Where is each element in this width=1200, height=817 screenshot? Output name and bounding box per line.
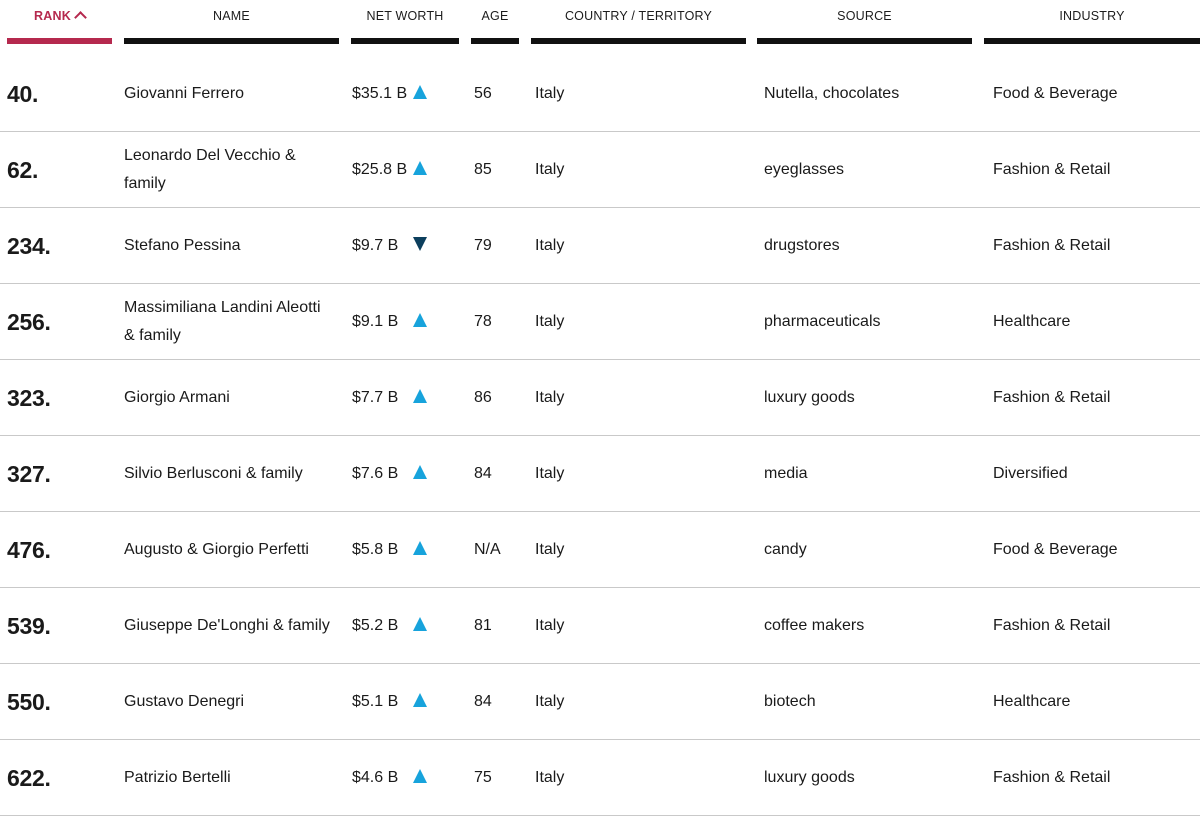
country-cell: Italy	[535, 540, 565, 558]
industry-cell: Healthcare	[993, 692, 1071, 710]
net-worth-value: $5.2 B	[352, 616, 399, 634]
table-header	[0, 0, 1200, 46]
name-cell: Stefano Pessina	[124, 236, 241, 254]
name-cell: Augusto & Giorgio Perfetti	[124, 540, 309, 558]
net-worth-cell	[352, 588, 464, 663]
name-cell: Patrizio Bertelli	[124, 768, 231, 786]
trend-up-arrow-icon	[413, 465, 427, 479]
source-header-label: SOURCE	[837, 9, 892, 23]
trend-up-arrow-icon	[413, 541, 427, 555]
age-cell: N/A	[474, 540, 501, 558]
net-worth-cell	[352, 56, 464, 131]
trend-up-arrow-icon	[413, 617, 427, 631]
table-row[interactable]	[0, 740, 1200, 816]
age-cell: 75	[474, 768, 492, 786]
industry-cell: Food & Beverage	[993, 540, 1118, 558]
net-worth-cell	[352, 360, 464, 435]
country-cell: Italy	[535, 692, 565, 710]
industry-cell: Healthcare	[993, 312, 1071, 330]
net-worth-cell	[352, 664, 464, 739]
source-cell: coffee makers	[764, 616, 865, 634]
net-worth-column-header[interactable]	[351, 0, 459, 44]
name-column-header[interactable]	[124, 0, 339, 44]
net-worth-value: $7.6 B	[352, 464, 399, 482]
country-cell: Italy	[535, 236, 565, 254]
trend-up-arrow-icon	[413, 313, 427, 327]
net-worth-value: $5.8 B	[352, 540, 399, 558]
source-cell: eyeglasses	[764, 160, 845, 178]
net-worth-cell	[352, 512, 464, 587]
rank-cell: 550.	[7, 688, 51, 715]
trend-up-arrow-icon	[413, 389, 427, 403]
trend-up-arrow-icon	[413, 693, 427, 707]
source-cell: media	[764, 464, 808, 482]
industry-header-label: INDUSTRY	[1059, 9, 1125, 23]
trend-up-arrow-icon	[413, 161, 427, 175]
rank-cell: 327.	[7, 460, 51, 487]
source-cell: luxury goods	[764, 388, 855, 406]
name-cell: Silvio Berlusconi & family	[124, 464, 303, 482]
net-worth-value: $9.7 B	[352, 236, 399, 254]
age-cell: 84	[474, 692, 492, 710]
age-cell: 84	[474, 464, 492, 482]
net-worth-value: $25.8 B	[352, 160, 408, 178]
country-column-header[interactable]	[531, 0, 746, 44]
source-cell: pharmaceuticals	[764, 312, 881, 330]
age-header-label: AGE	[481, 9, 509, 23]
net-worth-value: $4.6 B	[352, 768, 399, 786]
rank-cell: 476.	[7, 536, 51, 563]
net-worth-cell	[352, 740, 464, 815]
trend-down-arrow-icon	[413, 237, 427, 251]
table-row[interactable]	[0, 436, 1200, 512]
industry-cell: Fashion & Retail	[993, 616, 1111, 634]
net-worth-cell	[352, 132, 464, 207]
net-worth-cell	[352, 208, 464, 283]
net-worth-cell	[352, 284, 464, 359]
net-worth-value: $7.7 B	[352, 388, 399, 406]
rank-cell: 62.	[7, 156, 39, 183]
table-row[interactable]	[0, 588, 1200, 664]
source-cell: candy	[764, 540, 807, 558]
age-cell: 86	[474, 388, 492, 406]
country-cell: Italy	[535, 160, 565, 178]
source-cell: luxury goods	[764, 768, 855, 786]
country-cell: Italy	[535, 616, 565, 634]
age-cell: 79	[474, 236, 492, 254]
trend-up-arrow-icon	[413, 85, 427, 99]
name-cell: Giuseppe De'Longhi & family	[124, 616, 330, 634]
name-cell: Leonardo Del Vecchio & family	[124, 146, 296, 192]
trend-up-arrow-icon	[413, 769, 427, 783]
industry-cell: Fashion & Retail	[993, 160, 1111, 178]
table-row[interactable]	[0, 208, 1200, 284]
net-worth-value: $9.1 B	[352, 312, 399, 330]
net-worth-header-label: NET WORTH	[366, 9, 444, 23]
age-cell: 56	[474, 84, 492, 102]
rank-column-header[interactable]	[7, 0, 112, 44]
table-row[interactable]	[0, 360, 1200, 436]
name-cell: Massimiliana Landini Aleotti & family	[124, 298, 321, 344]
table-row[interactable]	[0, 132, 1200, 208]
industry-cell: Fashion & Retail	[993, 768, 1111, 786]
table-row[interactable]	[0, 512, 1200, 588]
name-cell: Giorgio Armani	[124, 388, 230, 406]
net-worth-value: $35.1 B	[352, 84, 408, 102]
name-cell: Giovanni Ferrero	[124, 84, 245, 102]
rank-cell: 234.	[7, 232, 51, 259]
country-cell: Italy	[535, 388, 565, 406]
rank-cell: 539.	[7, 612, 51, 639]
rank-cell: 40.	[7, 80, 39, 107]
table-row[interactable]	[0, 284, 1200, 360]
industry-cell: Fashion & Retail	[993, 236, 1111, 254]
source-cell: Nutella, chocolates	[764, 84, 900, 102]
country-cell: Italy	[535, 768, 565, 786]
net-worth-cell	[352, 436, 464, 511]
industry-cell: Diversified	[993, 464, 1068, 482]
country-cell: Italy	[535, 84, 565, 102]
age-cell: 78	[474, 312, 492, 330]
source-column-header[interactable]	[757, 0, 972, 44]
rank-cell: 323.	[7, 384, 51, 411]
rank-cell: 622.	[7, 764, 51, 791]
rank-header-label: RANK	[34, 9, 71, 23]
industry-cell: Food & Beverage	[993, 84, 1118, 102]
rank-cell: 256.	[7, 308, 51, 335]
name-header-label: NAME	[213, 9, 250, 23]
table-row[interactable]	[0, 664, 1200, 740]
industry-cell: Fashion & Retail	[993, 388, 1111, 406]
age-cell: 81	[474, 616, 492, 634]
industry-column-header[interactable]	[984, 0, 1200, 44]
country-cell: Italy	[535, 464, 565, 482]
age-column-header[interactable]	[471, 0, 519, 44]
sort-ascending-chevron-icon	[74, 11, 87, 24]
net-worth-value: $5.1 B	[352, 692, 399, 710]
source-cell: biotech	[764, 692, 816, 710]
country-cell: Italy	[535, 312, 565, 330]
name-cell: Gustavo Denegri	[124, 692, 245, 710]
age-cell: 85	[474, 160, 492, 178]
table-row[interactable]	[0, 56, 1200, 132]
source-cell: drugstores	[764, 236, 840, 254]
country-header-label: COUNTRY / TERRITORY	[564, 9, 713, 23]
